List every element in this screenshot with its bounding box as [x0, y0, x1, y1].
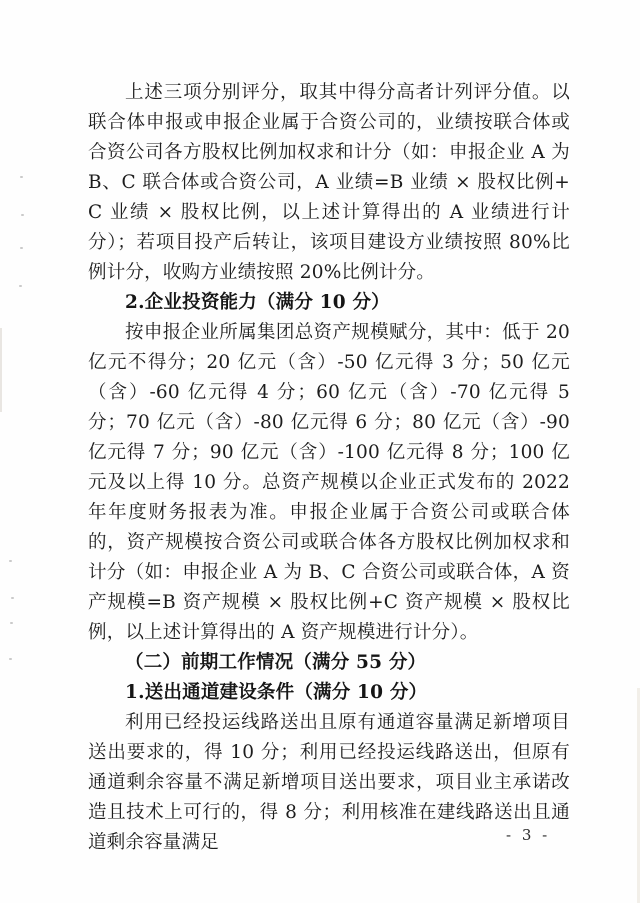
- heading-preliminary-work-status: （二）前期工作情况（满分 55 分）: [125, 652, 427, 673]
- heading-enterprise-investment-capacity: 2.企业投资能力（满分 10 分）: [125, 292, 390, 313]
- paragraph-performance-scoring-rule: 上述三项分别评分，取其中得分高者计列评分值。以联合体申报或申报企业属于合资公司的，业绩按联合体或合资公司各方股权比例加权求和计分（如：申报企业 A 为 B、C 联合体或合资公司，A 业绩=B 业绩 × 股权比例+C 业绩 × 股权比例，以上述计算得出的 A 业绩进行计分）；若项目投产后转让，该项目建设方业绩按照 80%比例计分，收购方业绩按照 20%比例计分。: [88, 82, 570, 283]
- heading-transmission-channel-conditions: 1.送出通道建设条件（满分 10 分）: [125, 682, 428, 703]
- scan-speck: [20, 247, 23, 249]
- document-body: [88, 78, 570, 858]
- scan-speck: [10, 622, 13, 624]
- scan-speck: [9, 658, 12, 660]
- scan-speck: [21, 214, 24, 216]
- scan-speck: [19, 285, 22, 287]
- page-number: - 3 -: [506, 826, 551, 844]
- paragraph-asset-scale-scoring: 按申报企业所属集团总资产规模赋分，其中：低于 20 亿元不得分；20 亿元（含）-50 亿元得 3 分；50 亿元（含）-60 亿元得 4 分；60 亿元（含）-70 亿元得 5 分；70 亿元（含）-80 亿元得 6 分；80 亿元（含）-90 亿元得 7 分；90 亿元（含）-100 亿元得 8 分；100 亿元及以上得 10 分。总资产规模以企业正式发布的 2022 年年度财务报表为准。申报企业属于合资公司或联合体的，资产规模按合资公司或联合体各方股权比例加权求和计分（如：申报企业 A 为 B、C 合资公司或联合体，A 资产规模=B 资产规模 × 股权比例+C 资产规模 × 股权比例，以上述计算得出的 A 资产规模进行计分）。: [88, 322, 570, 643]
- scan-speck: [11, 597, 14, 599]
- scan-edge-artifact-left: [0, 328, 2, 412]
- paragraph-transmission-line-scoring: 利用已经投运线路送出且原有通道容量满足新增项目送出要求的，得 10 分；利用已经投运线路送出，但原有通道剩余容量不满足新增项目送出要求，项目业主承诺改造且技术上可行的，得 8 分；利用核准在建线路送出且通道剩余容量满足: [88, 712, 570, 853]
- scan-speck: [20, 176, 23, 178]
- scan-speck: [9, 560, 12, 562]
